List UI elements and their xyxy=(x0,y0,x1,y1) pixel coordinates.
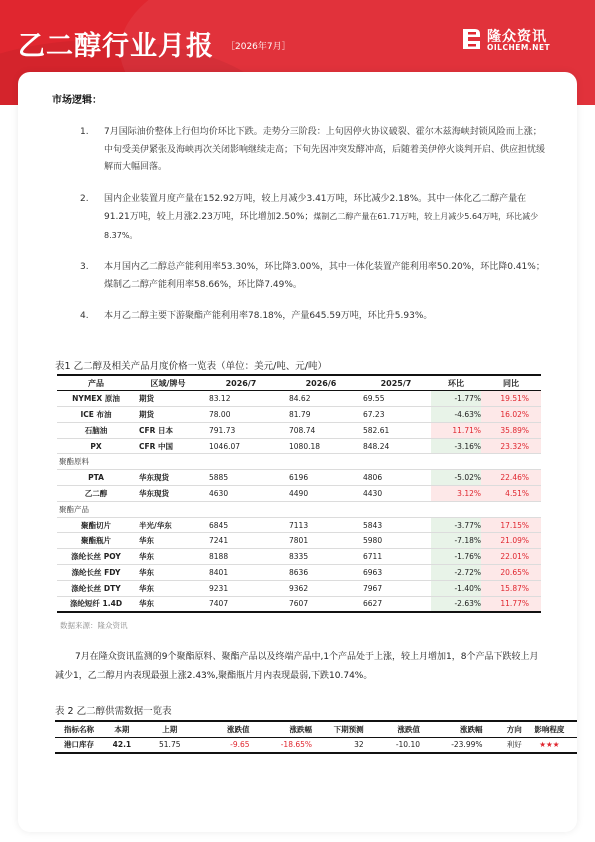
header-cell: 下期预测 xyxy=(312,721,364,737)
group-row xyxy=(57,501,541,517)
price-current: 1046.07 xyxy=(201,438,281,454)
price-current: 5885 xyxy=(201,470,281,486)
group-row xyxy=(57,454,541,470)
forecast-change: -10.10 xyxy=(364,737,420,753)
table1-caption: 表1 乙二醇及相关产品月度价格一览表（单位：美元/吨、元/吨） xyxy=(55,361,327,372)
mom-change: -1.40% xyxy=(431,580,481,596)
price-last-year: 5980 xyxy=(361,533,431,549)
price-last-month: 9362 xyxy=(281,580,361,596)
product-name: NYMEX 原油 xyxy=(57,391,135,407)
yoy-change: 15.87% xyxy=(481,580,541,596)
direction: 利好 xyxy=(483,737,522,753)
product-name: 乙二醇 xyxy=(57,486,135,502)
yoy-change: 19.51% xyxy=(481,391,541,407)
header-cell: 指标名称 xyxy=(55,721,103,737)
region-grade: 华东 xyxy=(135,580,201,596)
mom-change: -2.63% xyxy=(431,596,481,612)
price-table xyxy=(57,374,541,613)
price-table-header xyxy=(57,375,541,391)
price-last-year: 69.55 xyxy=(361,391,431,407)
market-logic-list xyxy=(80,124,550,326)
table-row xyxy=(57,596,541,612)
region-grade: 华东现货 xyxy=(135,486,201,502)
product-name: 聚酯切片 xyxy=(57,517,135,533)
product-name: 涤纶长丝 POY xyxy=(57,549,135,565)
mom-change: -1.77% xyxy=(431,391,481,407)
indicator-name: 港口库存 xyxy=(55,737,103,753)
price-current: 8401 xyxy=(201,565,281,581)
brand-mark-icon xyxy=(459,26,483,52)
table-row xyxy=(57,407,541,423)
price-last-year: 5843 xyxy=(361,517,431,533)
yoy-change: 17.15% xyxy=(481,517,541,533)
price-current: 6845 xyxy=(201,517,281,533)
mom-change: 3.12% xyxy=(431,486,481,502)
price-current: 78.00 xyxy=(201,407,281,423)
price-last-year: 7967 xyxy=(361,580,431,596)
section-heading: 市场逻辑： xyxy=(52,95,102,106)
header-cell: 涨跌幅 xyxy=(250,721,313,737)
brand-name: 隆众资讯 xyxy=(487,29,547,45)
product-name: 石脑油 xyxy=(57,422,135,438)
logic-point-2: 2. 国内企业装置月度产量在152.92万吨，较上月减少3.41万吨，环比减少2.18%。其中一体化乙二醇产量在91.21万吨，较上月涨2.23万吨，环比增加2.50%；煤制乙二醇产量在61.71万吨，较上月减少5.64万吨，环比减少8.37%。 xyxy=(80,193,539,240)
table-row xyxy=(57,422,541,438)
price-last-month: 6196 xyxy=(281,470,361,486)
price-current: 791.73 xyxy=(201,422,281,438)
product-name: PTA xyxy=(57,470,135,486)
group-label: 聚酯原料 xyxy=(57,454,541,470)
yoy-change: 22.01% xyxy=(481,549,541,565)
header-cell: 涨跌幅 xyxy=(420,721,483,737)
price-last-year: 67.23 xyxy=(361,407,431,423)
logic-point-4: 4. 本月乙二醇主要下游聚酯产能利用率78.18%，产量645.59万吨，环比升5.93%。 xyxy=(80,311,433,321)
price-current: 4630 xyxy=(201,486,281,502)
yoy-change: 22.46% xyxy=(481,470,541,486)
region-grade: 华东 xyxy=(135,533,201,549)
previous-value: 51.75 xyxy=(141,737,199,753)
logic-point-1: 1. 7月国际油价整体上行但均价环比下跌。走势分三阶段：上旬因停火协议破裂、霍尔木兹海峡封锁风险而上涨；中旬受美伊紧张及海峡再次关闭影响继续走高；下旬先因冲突发酵冲高，后随着美伊停火谈判开启、供应担忧缓解而大幅回落。 xyxy=(80,127,546,172)
price-last-month: 8636 xyxy=(281,565,361,581)
header-cell: 2025/7 xyxy=(361,375,431,391)
product-name: 涤纶长丝 DTY xyxy=(57,580,135,596)
mom-change: -7.18% xyxy=(431,533,481,549)
forecast-value: 32 xyxy=(312,737,364,753)
data-source: 数据来源：隆众资讯 xyxy=(60,621,128,630)
mom-change: 11.71% xyxy=(431,422,481,438)
supply-demand-table xyxy=(55,720,577,754)
change-percent: -18.65% xyxy=(250,737,313,753)
table-row xyxy=(57,565,541,581)
yoy-change: 23.32% xyxy=(481,438,541,454)
change-value: -9.65 xyxy=(199,737,250,753)
header-cell: 2026/6 xyxy=(281,375,361,391)
product-name: ICE 布油 xyxy=(57,407,135,423)
table-row xyxy=(57,438,541,454)
impact-stars: ★★★ xyxy=(522,737,577,753)
table-row xyxy=(57,486,541,502)
brand-logo xyxy=(459,26,581,56)
header-cell: 环比 xyxy=(431,375,481,391)
header-cell: 同比 xyxy=(481,375,541,391)
region-grade: CFR 中国 xyxy=(135,438,201,454)
supply-table-header xyxy=(55,721,577,737)
price-last-month: 4490 xyxy=(281,486,361,502)
region-grade: 华东 xyxy=(135,549,201,565)
price-last-month: 7801 xyxy=(281,533,361,549)
price-last-year: 4806 xyxy=(361,470,431,486)
yoy-change: 20.65% xyxy=(481,565,541,581)
region-grade: 期货 xyxy=(135,391,201,407)
forecast-percent: -23.99% xyxy=(420,737,483,753)
group-label: 聚酯产品 xyxy=(57,501,541,517)
table2-caption: 表 2 乙二醇供需数据一览表 xyxy=(55,706,172,717)
header-cell: 涨跌值 xyxy=(364,721,420,737)
price-current: 7241 xyxy=(201,533,281,549)
region-grade: 期货 xyxy=(135,407,201,423)
brand-domain: OILCHEM.NET xyxy=(487,43,551,52)
table-row xyxy=(57,580,541,596)
product-name: 聚酯瓶片 xyxy=(57,533,135,549)
header-cell: 2026/7 xyxy=(201,375,281,391)
report-date: ［2026年7月］ xyxy=(226,42,291,52)
region-grade: 华东现货 xyxy=(135,470,201,486)
table-row xyxy=(57,533,541,549)
mom-change: -2.72% xyxy=(431,565,481,581)
price-last-year: 848.24 xyxy=(361,438,431,454)
header-cell: 产品 xyxy=(57,375,135,391)
price-last-month: 1080.18 xyxy=(281,438,361,454)
price-last-month: 84.62 xyxy=(281,391,361,407)
summary-paragraph: 7月在隆众资讯监测的9个聚酯原料、聚酯产品以及终端产品中,1个产品处于上涨，较上月增加1，8个产品下跌较上月减少1，乙二醇月内表现最强上涨2.43%,聚酯瓶片月内表现最弱,下跌10.74%。 xyxy=(55,652,539,681)
price-last-month: 708.74 xyxy=(281,422,361,438)
price-current: 7407 xyxy=(201,596,281,612)
mom-change: -4.63% xyxy=(431,407,481,423)
table-row xyxy=(55,737,577,753)
price-last-year: 582.61 xyxy=(361,422,431,438)
table-row xyxy=(57,391,541,407)
yoy-change: 4.51% xyxy=(481,486,541,502)
table-row xyxy=(57,517,541,533)
region-grade: 半光/华东 xyxy=(135,517,201,533)
table-row xyxy=(57,549,541,565)
price-last-month: 7607 xyxy=(281,596,361,612)
price-last-year: 6627 xyxy=(361,596,431,612)
product-name: 涤纶长丝 FDY xyxy=(57,565,135,581)
header-cell: 影响程度 xyxy=(522,721,577,737)
region-grade: 华东 xyxy=(135,565,201,581)
price-current: 83.12 xyxy=(201,391,281,407)
price-last-month: 7113 xyxy=(281,517,361,533)
mom-change: -3.77% xyxy=(431,517,481,533)
header-cell: 方向 xyxy=(483,721,522,737)
current-value: 42.1 xyxy=(103,737,141,753)
region-grade: CFR 日本 xyxy=(135,422,201,438)
report-title: 乙二醇行业月报 xyxy=(18,31,214,62)
price-last-year: 6963 xyxy=(361,565,431,581)
region-grade: 华东 xyxy=(135,596,201,612)
header-cell: 上期 xyxy=(141,721,199,737)
product-name: 涤纶短纤 1.4D xyxy=(57,596,135,612)
table-row xyxy=(57,470,541,486)
yoy-change: 35.89% xyxy=(481,422,541,438)
header-cell: 涨跌值 xyxy=(199,721,250,737)
logic-point-3: 3. 本月国内乙二醇总产能利用率53.30%，环比降3.00%，其中一体化装置产能利用率50.20%，环比降0.41%；煤制乙二醇产能利用率58.66%，环比降7.49%。 xyxy=(80,262,545,290)
mom-change: -3.16% xyxy=(431,438,481,454)
header-cell: 本期 xyxy=(103,721,141,737)
price-last-month: 8335 xyxy=(281,549,361,565)
yoy-change: 11.77% xyxy=(481,596,541,612)
price-current: 9231 xyxy=(201,580,281,596)
price-last-year: 6711 xyxy=(361,549,431,565)
mom-change: -1.76% xyxy=(431,549,481,565)
price-last-year: 4430 xyxy=(361,486,431,502)
header-cell: 区域/牌号 xyxy=(135,375,201,391)
mom-change: -5.02% xyxy=(431,470,481,486)
price-last-month: 81.79 xyxy=(281,407,361,423)
product-name: PX xyxy=(57,438,135,454)
price-current: 8188 xyxy=(201,549,281,565)
yoy-change: 21.09% xyxy=(481,533,541,549)
yoy-change: 16.02% xyxy=(481,407,541,423)
